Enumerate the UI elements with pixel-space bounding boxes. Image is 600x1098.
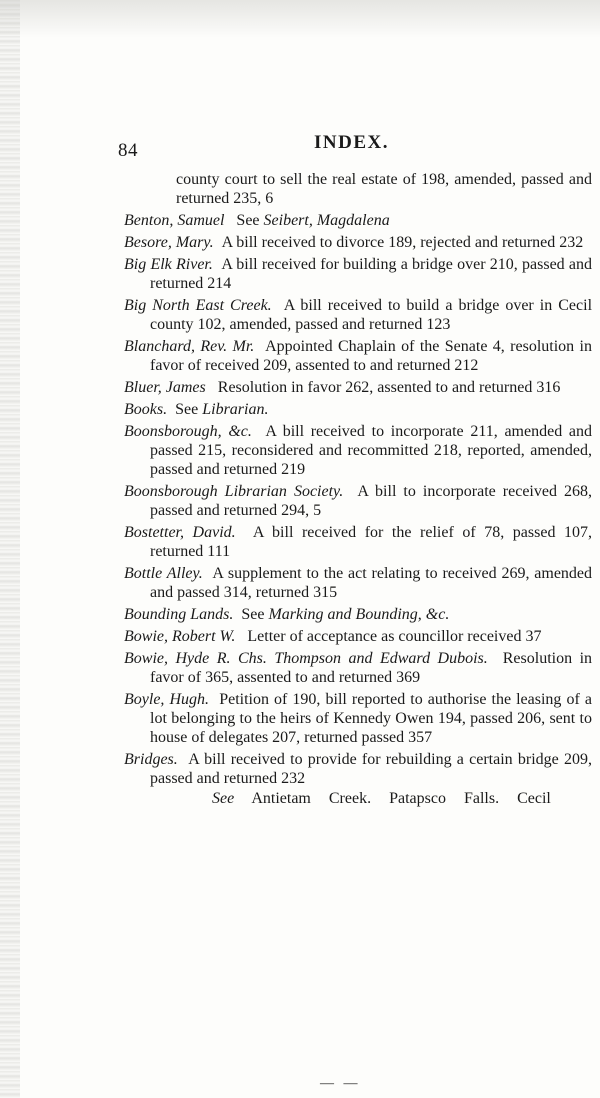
footer-mark: — — xyxy=(320,1076,361,1091)
index-entry xyxy=(124,523,592,561)
entry-text: county court to sell the real estate of 198, amended, passed and returned 235, 6 xyxy=(176,171,592,207)
scan-edge-left xyxy=(0,0,20,1098)
entry-text: See xyxy=(241,606,269,623)
entry-head: Boonsborough Librarian Society. xyxy=(124,483,344,500)
entry-head: Bostetter, David. xyxy=(124,524,236,541)
entry-text: A bill received to incorporate 211, amended and passed 215, reconsidered and recommitted 218, reported, amended, passed and returned 219 xyxy=(150,423,592,478)
entry-head: Bridges. xyxy=(124,751,178,768)
see-also-items: Antietam Creek. Patapsco Falls. Cecil xyxy=(251,790,551,807)
entry-head: Bottle Alley. xyxy=(124,565,203,582)
entry-text: See xyxy=(236,212,264,229)
entry-head: Big Elk River. xyxy=(124,256,213,273)
running-head: INDEX. xyxy=(314,132,389,153)
entry-head: Bowie, Hyde R. Chs. Thompson and Edward Dubois. xyxy=(124,650,488,667)
index-entry xyxy=(124,649,592,687)
entry-text: A bill received to provide for rebuilding a certain bridge 209, passed and returned 232 xyxy=(150,751,592,787)
see-word: See xyxy=(212,790,235,807)
entry-head: Blanchard, Rev. Mr. xyxy=(124,338,255,355)
entry-text: Appointed Chaplain of the Senate 4, resolution in favor of received 209, assented to and returned 212 xyxy=(150,338,593,374)
index-entries xyxy=(124,170,592,824)
entry-text: Petition of 190, bill reported to authorise the leasing of a lot belonging to the heirs of Kennedy Owen 194, passed 206, sent to house of delegates 207, returned passed 357 xyxy=(150,691,593,746)
index-entry xyxy=(124,233,592,252)
entry-text: Resolution in favor 262, assented to and returned 316 xyxy=(217,379,561,396)
entry-head: Besore, Mary. xyxy=(124,234,214,251)
entry-text: A bill to incorporate received 268, passed and returned 294, 5 xyxy=(150,483,593,519)
index-entry xyxy=(124,296,592,334)
index-entry xyxy=(124,750,592,788)
entry-text: A bill received for the relief of 78, passed 107, returned 111 xyxy=(150,524,593,560)
index-entry xyxy=(124,400,592,419)
entry-head: Big North East Creek. xyxy=(124,297,272,314)
index-entry xyxy=(124,170,592,208)
entry-head: Books. xyxy=(124,401,168,418)
index-entry xyxy=(124,255,592,293)
entry-text: See xyxy=(175,401,203,418)
index-entry xyxy=(124,482,592,520)
entry-text: A bill received to divorce 189, rejected and returned 232 xyxy=(221,234,584,251)
entry-head: Bluer, James xyxy=(124,379,206,396)
index-entry xyxy=(124,337,592,375)
entry-text: A bill received for building a bridge over 210, passed and returned 214 xyxy=(150,256,593,292)
entry-text: Letter of acceptance as councillor received 37 xyxy=(247,628,542,645)
entry-head: Bounding Lands. xyxy=(124,606,234,623)
entry-head: Benton, Samuel xyxy=(124,212,225,229)
index-entry xyxy=(124,378,592,397)
entry-text: Resolution in favor of 365, assented to and returned 369 xyxy=(150,650,593,686)
entry-head: Boonsborough, &c. xyxy=(124,423,252,440)
index-entry xyxy=(124,690,592,747)
entry-text: A bill received to build a bridge over in Cecil county 102, amended, passed and returned 123 xyxy=(150,297,593,333)
page-number: 84 xyxy=(118,140,138,161)
entry-xref: Librarian. xyxy=(202,401,269,418)
entry-head: Boyle, Hugh. xyxy=(124,691,210,708)
entry-xref: Marking and Bounding, &c. xyxy=(268,606,450,623)
index-entry xyxy=(124,422,592,479)
see-also-line xyxy=(124,789,592,808)
index-entry xyxy=(124,211,592,230)
entry-text: A supplement to the act relating to received 269, amended and passed 314, returned 315 xyxy=(150,565,593,601)
entry-xref: Seibert, Magdalena xyxy=(263,212,390,229)
index-entry xyxy=(124,564,592,602)
scan-edge-top xyxy=(0,0,600,38)
entry-head: Bowie, Robert W. xyxy=(124,628,236,645)
index-entry xyxy=(124,627,592,646)
index-entry xyxy=(124,605,592,624)
